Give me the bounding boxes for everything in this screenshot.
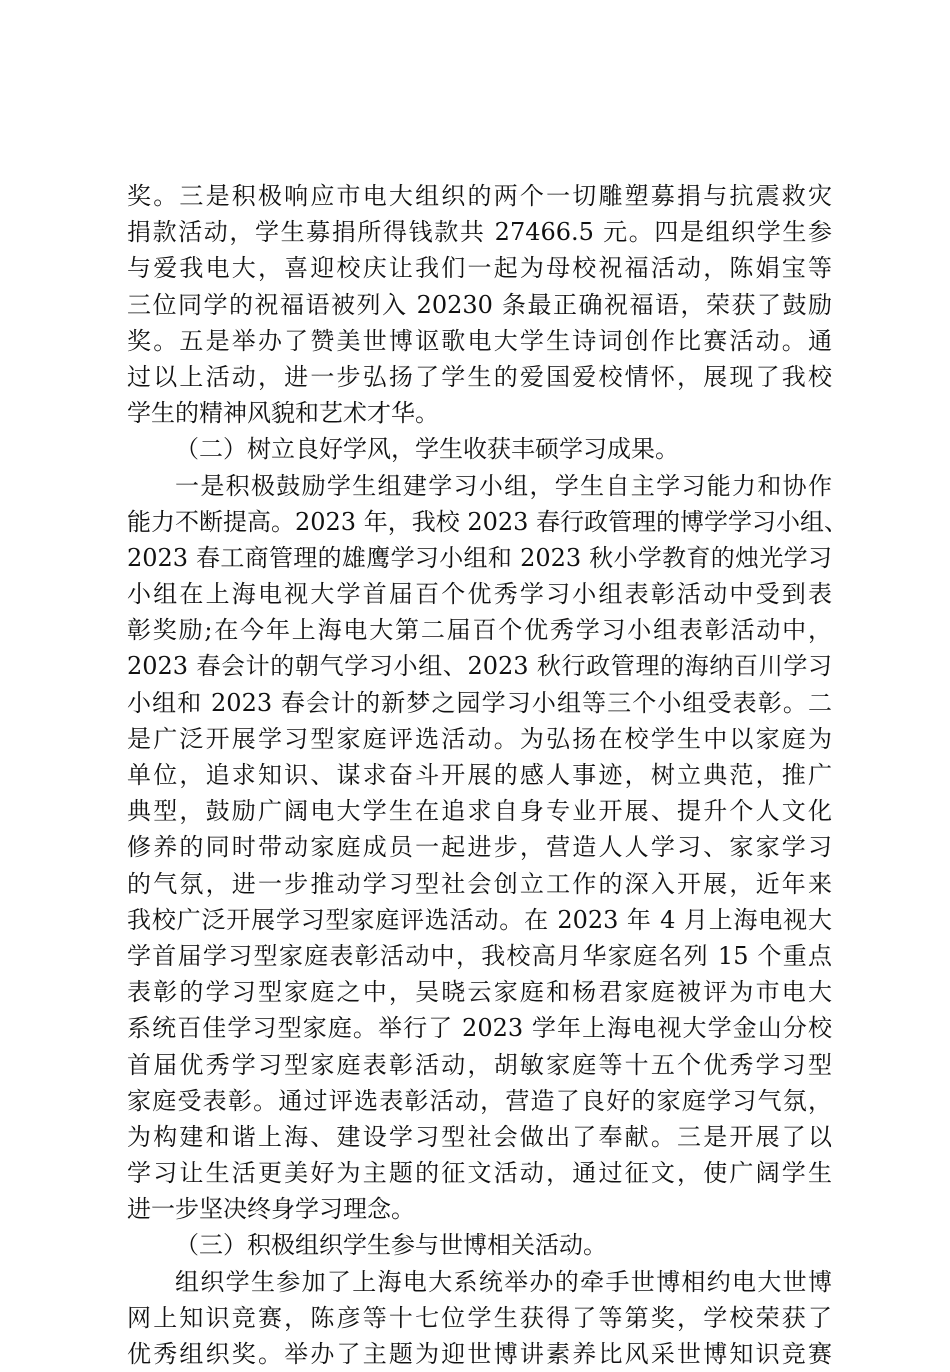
text-line: 小组在上海电视大学首届百个优秀学习小组表彰活动中受到表: [127, 580, 832, 609]
text-line: 与爱我电大，喜迎校庆让我们一起为母校祝福活动，陈娟宝等: [127, 254, 832, 283]
text-line: 彰奖励;在今年上海电大第二届百个优秀学习小组表彰活动中，: [127, 616, 832, 645]
text-line: 首届优秀学习型家庭表彰活动，胡敏家庭等十五个优秀学习型: [127, 1050, 832, 1079]
text-line: 过以上活动，进一步弘扬了学生的爱国爱校情怀，展现了我校: [127, 362, 832, 391]
text-line: 修养的同时带动家庭成员一起进步，营造人人学习、家家学习: [127, 833, 832, 862]
text-line: 学生的精神风貌和艺术才华。: [127, 399, 439, 428]
text-line: 小组和 2023 春会计的新梦之园学习小组等三个小组受表彰。二: [127, 688, 832, 717]
text-line: 学习让生活更美好为主题的征文活动，通过征文，使广阔学生: [127, 1159, 832, 1188]
text-line: 组织学生参加了上海电大系统举办的牵手世博相约电大世博: [175, 1267, 832, 1296]
text-line: 家庭受表彰。通过评选表彰活动，营造了良好的家庭学习气氛，: [127, 1086, 832, 1115]
text-line: 为构建和谐上海、建设学习型社会做出了奉献。三是开展了以: [127, 1122, 832, 1151]
text-line: 奖。三是积极响应市电大组织的两个一切雕塑募捐与抗震救灾: [127, 182, 832, 210]
section-heading: （三）积极组织学生参与世博相关活动。: [175, 1231, 607, 1260]
text-line: 是广泛开展学习型家庭评选活动。为弘扬在校学生中以家庭为: [127, 724, 832, 753]
text-line: 捐款活动，学生募捐所得钱款共 27466.5 元。四是组织学生参: [127, 218, 832, 247]
text-line: 我校广泛开展学习型家庭评选活动。在 2023 年 4 月上海电视大: [127, 905, 832, 934]
text-line: 表彰的学习型家庭之中，吴晓云家庭和杨君家庭被评为市电大: [127, 978, 832, 1007]
text-line: 优秀组织奖。举办了主题为迎世博讲素养比风采世博知识竞赛: [127, 1340, 832, 1368]
text-line: 一是积极鼓励学生组建学习小组，学生自主学习能力和协作: [175, 471, 832, 500]
text-line: 进一步坚决终身学习理念。: [127, 1195, 415, 1224]
document-body: [127, 178, 849, 1372]
text-line: 2023 春会计的朝气学习小组、2023 秋行政管理的海纳百川学习: [127, 652, 832, 681]
text-line: 三位同学的祝福语被列入 20230 条最正确祝福语，荣获了鼓励: [127, 290, 832, 319]
section-heading: （二）树立良好学风，学生收获丰硕学习成果。: [175, 435, 679, 464]
text-line: 单位，追求知识、谋求奋斗开展的感人事迹，树立典范，推广: [127, 761, 832, 789]
text-line: 的气氛，进一步推动学习型社会创立工作的深入开展，近年来: [127, 869, 832, 898]
text-line: 网上知识竞赛，陈彦等十七位学生获得了等第奖，学校荣获了: [127, 1303, 832, 1332]
text-line: 典型，鼓励广阔电大学生在追求自身专业开展、提升个人文化: [127, 797, 832, 826]
text-line: 奖。五是举办了赞美世博讴歌电大学生诗词创作比赛活动。通: [127, 326, 832, 355]
text-line: 能力不断提高。2023 年，我校 2023 春行政管理的博学学习小组、: [127, 507, 849, 536]
text-line: 系统百佳学习型家庭。举行了 2023 学年上海电视大学金山分校: [127, 1014, 832, 1043]
text-line: 学首届学习型家庭表彰活动中，我校高月华家庭名列 15 个重点: [127, 941, 832, 970]
text-line: 2023 春工商管理的雄鹰学习小组和 2023 秋小学教育的烛光学习: [127, 543, 832, 572]
